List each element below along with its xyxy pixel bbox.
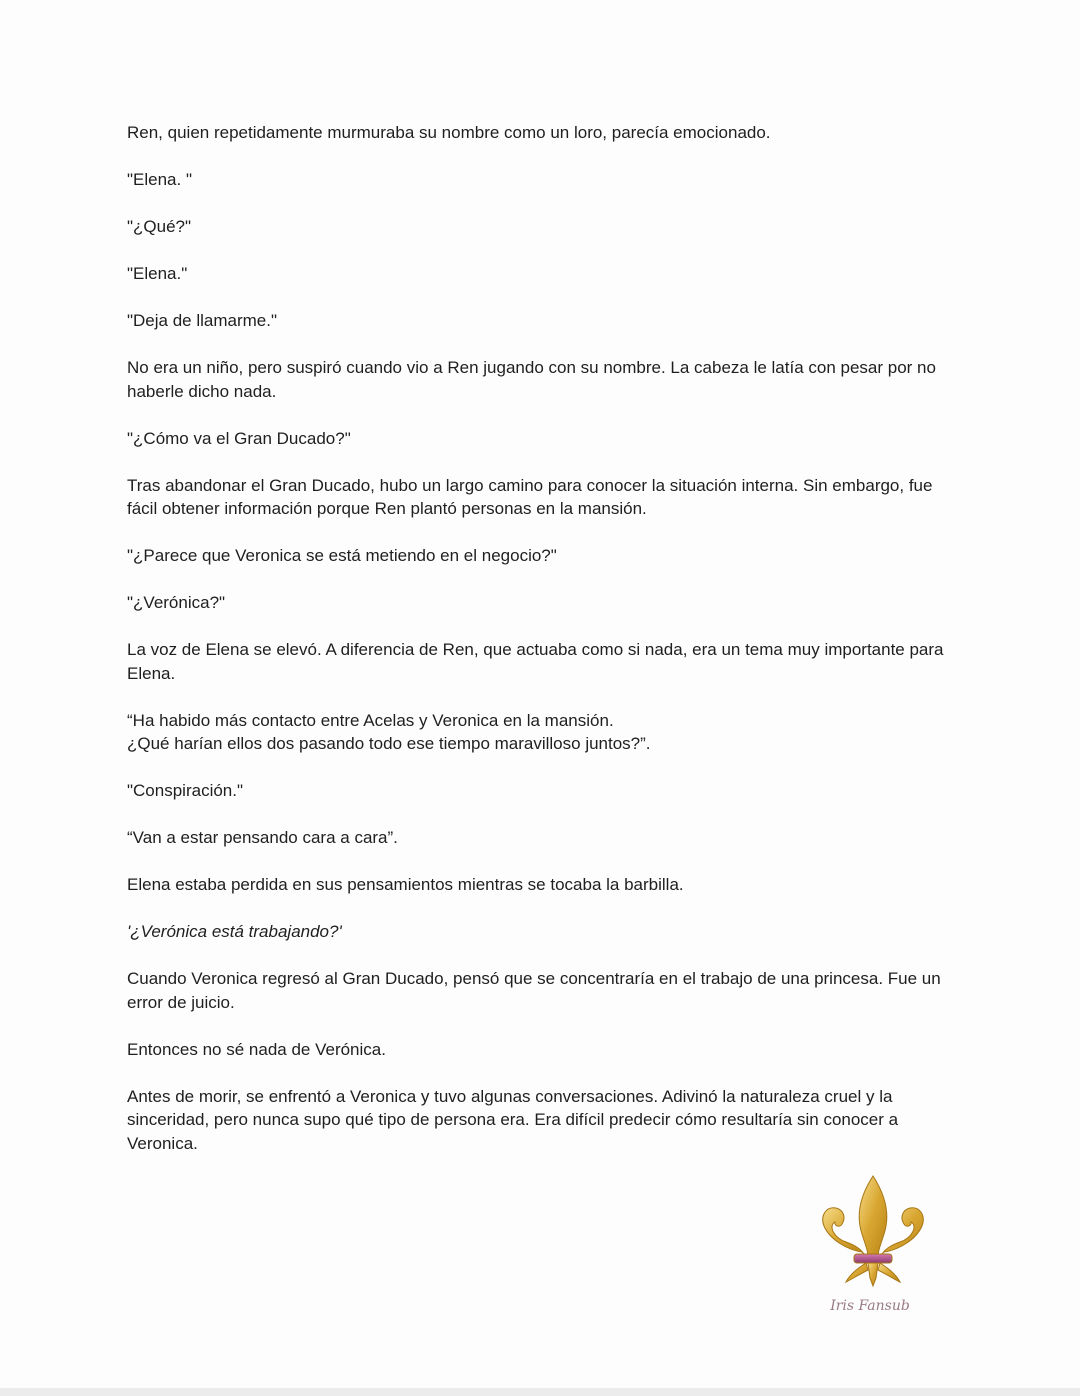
paragraph: "Conspiración." (127, 781, 244, 800)
paragraph: Antes de morir, se enfrentó a Veronica y tuvo algunas conversaciones. Adivinó la naturaleza cruel y la sinceridad, pero nunca supo qué tipo de persona era. Era difícil predecir cómo resultaría sin conocer a Veronica. (127, 1086, 903, 1153)
paragraph: "Deja de llamarme." (127, 311, 278, 330)
paragraph: “Ha habido más contacto entre Acelas y Veronica en la mansión. ¿Qué harían ellos dos pasando todo ese tiempo maravilloso juntos?”. (127, 710, 651, 753)
paragraph: Ren, quien repetidamente murmuraba su nombre como un loro, parecía emocionado. (127, 123, 771, 142)
paragraph: "¿Parece que Veronica se está metiendo en el negocio?" (127, 546, 557, 565)
page-bottom-edge (0, 1388, 1080, 1396)
fansub-logo (808, 1170, 938, 1320)
logo-caption: Iris Fansub (830, 1298, 910, 1314)
paragraph: Cuando Veronica regresó al Gran Ducado, pensó que se concentraría en el trabajo de una princesa. Fue un error de juicio. (127, 969, 946, 1012)
paragraph: "Elena. " (127, 170, 192, 189)
paragraph: "Elena." (127, 264, 188, 283)
fleur-de-lis-icon (808, 1170, 938, 1320)
paragraph: "¿Qué?" (127, 217, 192, 236)
paragraph: Entonces no sé nada de Verónica. (127, 1039, 386, 1059)
paragraph: No era un niño, pero suspiró cuando vio a Ren jugando con su nombre. La cabeza le latía con pesar por no haberle dicho nada. (127, 358, 941, 401)
paragraph: Tras abandonar el Gran Ducado, hubo un largo camino para conocer la situación interna. Sin embargo, fue fácil obtener información porque Ren plantó personas en la mansión. (127, 475, 938, 518)
document-body (127, 121, 957, 1179)
paragraph: '¿Verónica está trabajando?' (127, 922, 342, 941)
paragraph: “Van a estar pensando cara a cara”. (127, 828, 398, 847)
paragraph: "¿Cómo va el Gran Ducado?" (127, 428, 351, 448)
paragraph: La voz de Elena se elevó. A diferencia de Ren, que actuaba como si nada, era un tema muy importante para Elena. (127, 640, 949, 683)
paragraph: Elena estaba perdida en sus pensamientos mientras se tocaba la barbilla. (127, 875, 684, 894)
paragraph: "¿Verónica?" (127, 593, 226, 612)
